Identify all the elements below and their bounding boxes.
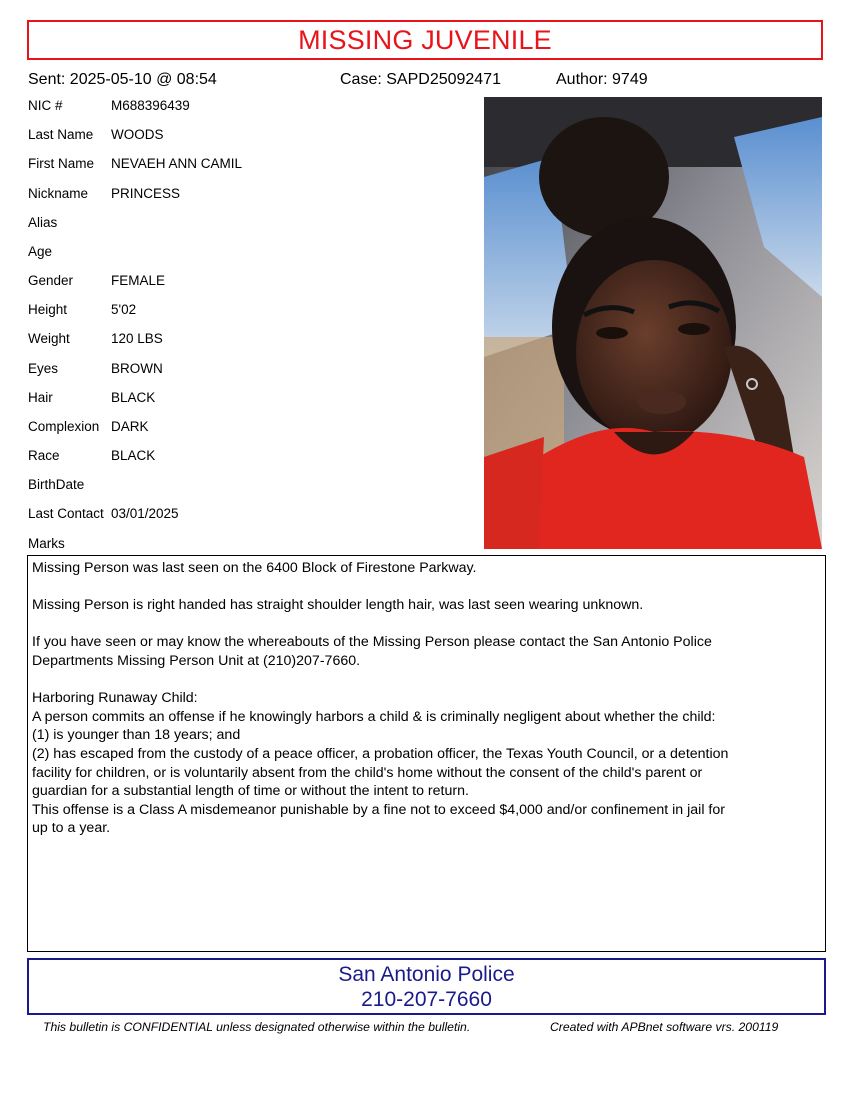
author-id: Author: 9749 — [556, 71, 648, 88]
missing-person-photo — [484, 97, 822, 549]
agency-name: San Antonio Police — [338, 962, 515, 986]
field-label: Eyes — [28, 361, 59, 376]
field-label: Complexion — [28, 419, 100, 434]
field-value: PRINCESS — [111, 186, 181, 201]
field-label: Nickname — [28, 186, 89, 201]
field-label: Alias — [28, 215, 58, 230]
bulletin-title: MISSING JUVENILE — [298, 24, 552, 55]
harboring-title: Harboring Runaway Child: — [32, 690, 198, 707]
penalty-line: up to a year. — [32, 820, 111, 837]
field-label: Marks — [28, 536, 65, 551]
photo-illustration — [484, 97, 822, 549]
description-text: Missing Person is right handed has straight shoulder length hair, was last seen wearing unknown. — [32, 597, 644, 614]
harboring-item-1: (1) is younger than 18 years; and — [32, 727, 241, 744]
contact-instructions-line: If you have seen or may know the whereabouts of the Missing Person please contact the San Antonio Police — [32, 634, 712, 651]
field-value: M688396439 — [111, 98, 190, 113]
bulletin-title-box — [27, 20, 823, 60]
field-value: 120 LBS — [111, 331, 163, 346]
field-value: WOODS — [111, 127, 164, 142]
field-label: Last Contact — [28, 506, 104, 521]
field-label: Last Name — [28, 127, 94, 142]
field-label: Race — [28, 448, 60, 463]
field-label: Height — [28, 302, 68, 317]
case-details-box — [27, 555, 826, 952]
field-label: NIC # — [28, 98, 63, 113]
field-label: First Name — [28, 156, 95, 171]
field-value: NEVAEH ANN CAMIL — [111, 156, 243, 171]
field-value: DARK — [111, 419, 149, 434]
agency-phone: 210-207-7660 — [361, 987, 492, 1011]
sent-timestamp: Sent: 2025-05-10 @ 08:54 — [28, 71, 217, 88]
harboring-item-2-line: guardian for a substantial length of time or without the intent to return. — [32, 783, 469, 800]
harboring-item-2-line: (2) has escaped from the custody of a peace officer, a probation officer, the Texas Youth Council, or a detention — [32, 745, 729, 762]
case-number: Case: SAPD25092471 — [340, 71, 501, 88]
confidential-notice: This bulletin is CONFIDENTIAL unless designated otherwise within the bulletin. — [43, 1020, 471, 1034]
contact-instructions-line: Departments Missing Person Unit at (210)207-7660. — [32, 652, 361, 669]
field-value: BLACK — [111, 448, 156, 463]
last-seen-text: Missing Person was last seen on the 6400 Block of Firestone Parkway. — [32, 560, 477, 576]
harboring-item-2-line: facility for children, or is voluntarily absent from the child's home without the consent of the child's parent or — [32, 764, 703, 781]
field-label: Weight — [28, 331, 70, 346]
field-value: FEMALE — [111, 273, 166, 288]
field-value: BLACK — [111, 390, 156, 405]
field-value: 5'02 — [111, 302, 137, 317]
field-label: BirthDate — [28, 477, 85, 492]
agency-contact-box — [27, 958, 826, 1015]
penalty-line: This offense is a Class A misdemeanor punishable by a fine not to exceed $4,000 and/or confinement in jail for — [32, 801, 725, 818]
field-value: 03/01/2025 — [111, 506, 179, 521]
field-label: Age — [28, 244, 53, 259]
field-label: Gender — [28, 273, 74, 288]
harboring-intro: A person commits an offense if he knowingly harbors a child & is criminally negligent about whether the child: — [32, 708, 716, 725]
field-label: Hair — [28, 390, 53, 405]
field-value: BROWN — [111, 361, 163, 376]
software-credit: Created with APBnet software vrs. 200119 — [550, 1020, 779, 1034]
